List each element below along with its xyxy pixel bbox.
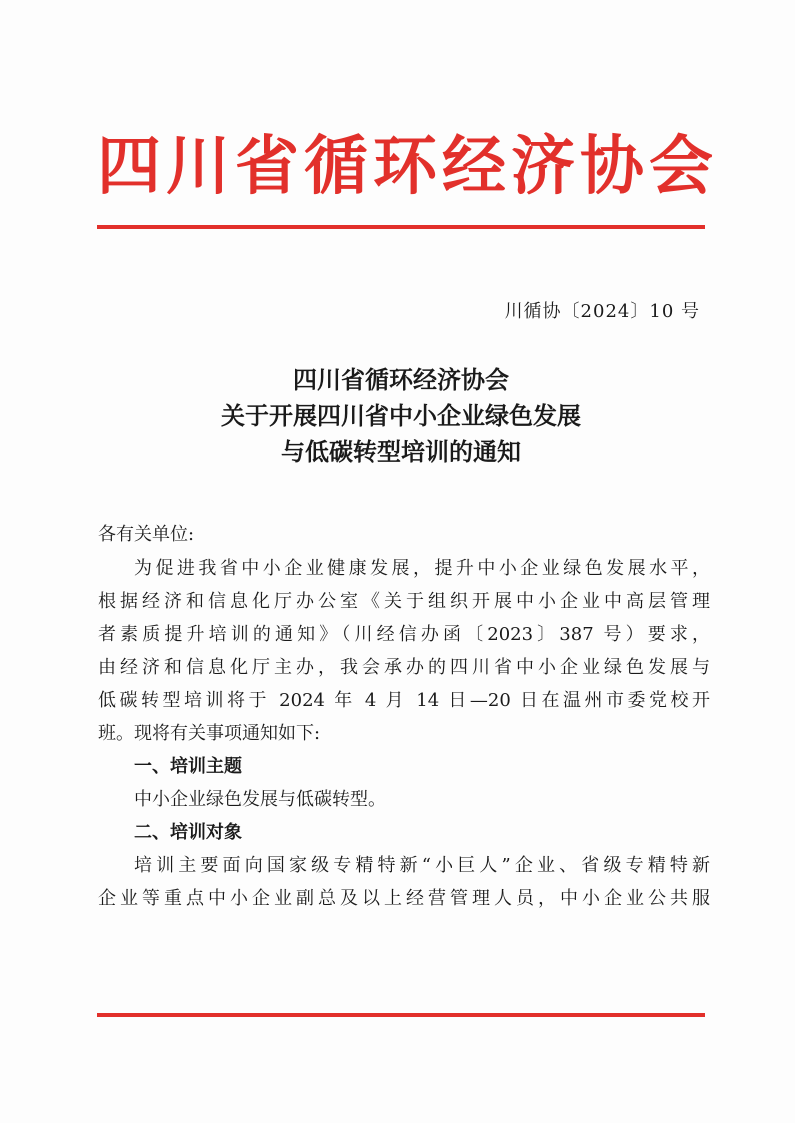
intro-line-2: 根据经济和信息化厅办公室《关于组织开展中小企业中高层管理 [98,591,710,612]
intro-paragraph [98,552,710,750]
title-line-3: 与低碳转型培训的通知 [281,438,521,466]
document-number: 川循协〔2024〕10 号 [504,301,700,322]
section-text-topic: 中小企业绿色发展与低碳转型。 [134,789,386,810]
org-letterhead: 四川省循环经济协会 [97,130,718,204]
audience-line-2: 企业等重点中小企业副总及以上经营管理人员，中小企业公共服 [98,888,710,909]
intro-line-6: 班。现将有关事项通知如下: [98,723,321,744]
section-heading-topic: 一、培训主题 [134,756,242,777]
intro-line-1: 为促进我省中小企业健康发展，提升中小企业绿色发展水平， [134,558,710,579]
footer-red-rule [97,1013,705,1017]
notice-body [98,518,710,915]
intro-line-5: 低碳转型培训将于 2024 年 4 月 14 日—20 日在温州市委党校开 [98,690,710,711]
notice-title [97,362,705,470]
title-line-2: 关于开展四川省中小企业绿色发展 [221,402,581,430]
intro-line-4: 由经济和信息化厅主办，我会承办的四川省中小企业绿色发展与 [98,657,710,678]
intro-line-3: 者素质提升培训的通知》（川经信办函〔2023〕387 号）要求， [98,624,710,645]
title-line-1: 四川省循环经济协会 [293,366,509,394]
section-paragraph-audience [98,849,710,915]
section-heading-audience: 二、培训对象 [134,822,242,843]
salutation: 各有关单位: [98,524,195,545]
audience-line-1: 培训主要面向国家级专精特新“小巨人”企业、省级专精特新 [134,855,710,876]
letterhead-red-rule [97,225,705,229]
